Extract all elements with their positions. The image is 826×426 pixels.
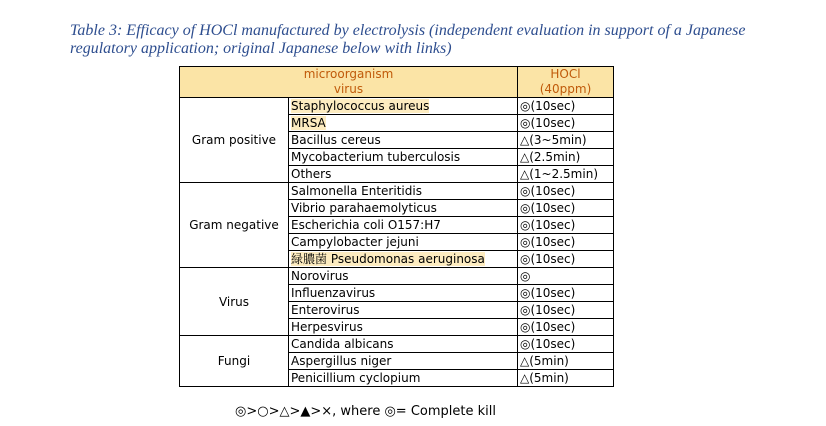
- organism-cell: [289, 149, 518, 166]
- organism-cell: [289, 234, 518, 251]
- organism-name: Mycobacterium tuberculosis: [291, 150, 461, 164]
- organism-name: Staphylococcus aureus: [291, 99, 430, 113]
- result-cell: ◎: [518, 268, 614, 285]
- result-cell: ◎(10sec): [518, 98, 614, 115]
- organism-cell: [289, 268, 518, 285]
- organism-name: Others: [291, 167, 332, 181]
- organism-name: Norovirus: [291, 269, 349, 283]
- organism-name: 緑膿菌 Pseudomonas aeruginosa: [291, 252, 485, 266]
- header-hocl: HOCl (40ppm): [518, 67, 614, 98]
- organism-cell: [289, 302, 518, 319]
- organism-cell: [289, 370, 518, 387]
- result-cell: ◎(10sec): [518, 183, 614, 200]
- result-cell: ◎(10sec): [518, 200, 614, 217]
- organism-cell: [289, 200, 518, 217]
- organism-cell: [289, 251, 518, 268]
- table-row: [180, 336, 614, 353]
- group-label: Gram positive: [180, 98, 289, 183]
- organism-name: Enterovirus: [291, 303, 360, 317]
- organism-cell: [289, 353, 518, 370]
- organism-name: Candida albicans: [291, 337, 394, 351]
- organism-cell: [289, 319, 518, 336]
- organism-name: Escherichia coli O157:H7: [291, 218, 441, 232]
- result-cell: ◎(10sec): [518, 302, 614, 319]
- organism-cell: [289, 166, 518, 183]
- result-cell: ◎(10sec): [518, 115, 614, 132]
- organism-name: Herpesvirus: [291, 320, 363, 334]
- header-microorganism: microorganism virus: [180, 67, 518, 98]
- organism-cell: [289, 98, 518, 115]
- result-cell: △(1~2.5min): [518, 166, 614, 183]
- table-row: [180, 183, 614, 200]
- table-body: [180, 98, 614, 387]
- result-cell: ◎(10sec): [518, 336, 614, 353]
- result-cell: ◎(10sec): [518, 285, 614, 302]
- organism-cell: [289, 115, 518, 132]
- organism-name: MRSA: [291, 116, 326, 130]
- result-cell: ◎(10sec): [518, 234, 614, 251]
- organism-cell: [289, 217, 518, 234]
- result-cell: ◎(10sec): [518, 319, 614, 336]
- result-cell: △(2.5min): [518, 149, 614, 166]
- organism-name: Influenzavirus: [291, 286, 376, 300]
- organism-name: Penicillium cyclopium: [291, 371, 421, 385]
- result-cell: ◎(10sec): [518, 251, 614, 268]
- organism-name: Salmonella Enteritidis: [291, 184, 422, 198]
- organism-cell: [289, 285, 518, 302]
- result-cell: △(5min): [518, 370, 614, 387]
- result-cell: △(3~5min): [518, 132, 614, 149]
- group-label: Fungi: [180, 336, 289, 387]
- result-cell: ◎(10sec): [518, 217, 614, 234]
- efficacy-table: [179, 66, 614, 387]
- table-caption: Table 3: Efficacy of HOCl manufactured by electrolysis (independent evaluation in support of a Japanese regulatory application; original Japanese below with links): [70, 22, 746, 57]
- result-cell: △(5min): [518, 353, 614, 370]
- organism-name: Bacillus cereus: [291, 133, 381, 147]
- table-row: [180, 98, 614, 115]
- table-row: [180, 268, 614, 285]
- organism-name: Campylobacter jejuni: [291, 235, 419, 249]
- organism-name: Aspergillus niger: [291, 354, 392, 368]
- organism-cell: [289, 132, 518, 149]
- table-header: [180, 67, 614, 98]
- legend-text: ◎>○>△>▲>×, where ◎= Complete kill: [235, 404, 496, 419]
- organism-name: Vibrio parahaemolyticus: [291, 201, 437, 215]
- group-label: Gram negative: [180, 183, 289, 268]
- organism-cell: [289, 183, 518, 200]
- group-label: Virus: [180, 268, 289, 336]
- organism-cell: [289, 336, 518, 353]
